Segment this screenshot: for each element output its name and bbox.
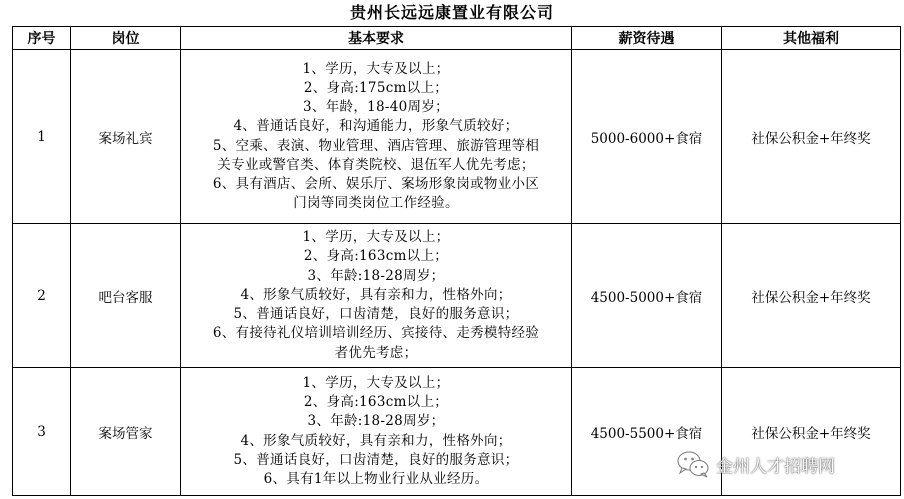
requirement-line: 2、身高:175cm以上； <box>303 79 449 96</box>
header-requirements: 基本要求 <box>181 27 572 50</box>
header-no: 序号 <box>13 27 71 50</box>
requirement-line: 6、有接待礼仪培训培训经历、宾接待、走秀模特经验 <box>212 325 540 342</box>
requirement-line: 5、空乘、表演、物业管理、酒店管理、旅游管理等相 <box>212 137 540 154</box>
requirement-line: 5、普通话良好，口齿清楚，良好的服务意识； <box>233 306 519 323</box>
position-name: 案场礼宾 <box>71 50 181 224</box>
benefits-value: 社保公积金+年终奖 <box>722 368 901 496</box>
salary-value: 5000-6000+食宿 <box>572 50 722 224</box>
wechat-icon <box>676 449 710 479</box>
requirement-line: 2、身高:163cm以上； <box>303 248 449 265</box>
requirement-line: 2、身高:163cm以上； <box>303 394 449 411</box>
benefits-value: 社保公积金+年终奖 <box>722 50 901 224</box>
watermark-text: 金州人才招聘网 <box>716 456 835 477</box>
watermark <box>676 448 835 480</box>
requirements-cell <box>181 368 572 496</box>
header-position: 岗位 <box>71 27 181 50</box>
header-benefits: 其他福利 <box>722 27 901 50</box>
row-number: 3 <box>13 368 71 496</box>
requirement-line: 3、年龄:18-28周岁； <box>307 413 445 430</box>
requirements-cell <box>181 50 572 224</box>
benefits-value: 社保公积金+年终奖 <box>722 224 901 368</box>
table-row <box>13 224 901 368</box>
requirement-line: 1、学历，大专及以上； <box>302 374 450 391</box>
salary-value: 4500-5500+食宿 <box>572 368 722 496</box>
row-number: 2 <box>13 224 71 368</box>
requirement-line: 1、学历，大专及以上； <box>302 60 450 77</box>
requirement-line: 关专业或警官类、体育类院校、退伍军人优先考虑； <box>217 156 535 173</box>
position-name: 案场管家 <box>71 368 181 496</box>
requirement-line: 6、具有酒店、会所、娱乐厅、案场形象岗或物业小区 <box>212 175 540 192</box>
table-header-row <box>13 27 901 50</box>
document-title: 贵州长远远康置业有限公司 <box>349 3 554 22</box>
requirement-line: 4、形象气质较好，具有亲和力，性格外向； <box>240 286 512 303</box>
requirement-line: 门岗等同类岗位工作经验。 <box>293 195 459 212</box>
requirement-line: 3、年龄:18-28周岁； <box>307 267 445 284</box>
row-number: 1 <box>13 50 71 224</box>
requirement-line: 者优先考虑； <box>334 344 418 361</box>
requirements-cell <box>181 224 572 368</box>
requirement-line: 1、学历，大专及以上； <box>302 229 450 246</box>
requirement-line: 5、普通话良好，口齿清楚，良好的服务意识； <box>233 451 519 468</box>
recruitment-table <box>12 26 901 496</box>
header-salary: 薪资待遇 <box>572 27 722 50</box>
requirement-line: 3、年龄，18-40周岁； <box>303 99 449 116</box>
requirement-line: 4、形象气质较好，具有亲和力，性格外向； <box>240 432 512 449</box>
position-name: 吧台客服 <box>71 224 181 368</box>
requirement-line: 4、普通话良好，和沟通能力，形象气质较好； <box>233 118 519 135</box>
requirement-line: 6、具有1年以上物业行业从业经历。 <box>263 470 489 487</box>
salary-value: 4500-5000+食宿 <box>572 224 722 368</box>
table-row <box>13 50 901 224</box>
